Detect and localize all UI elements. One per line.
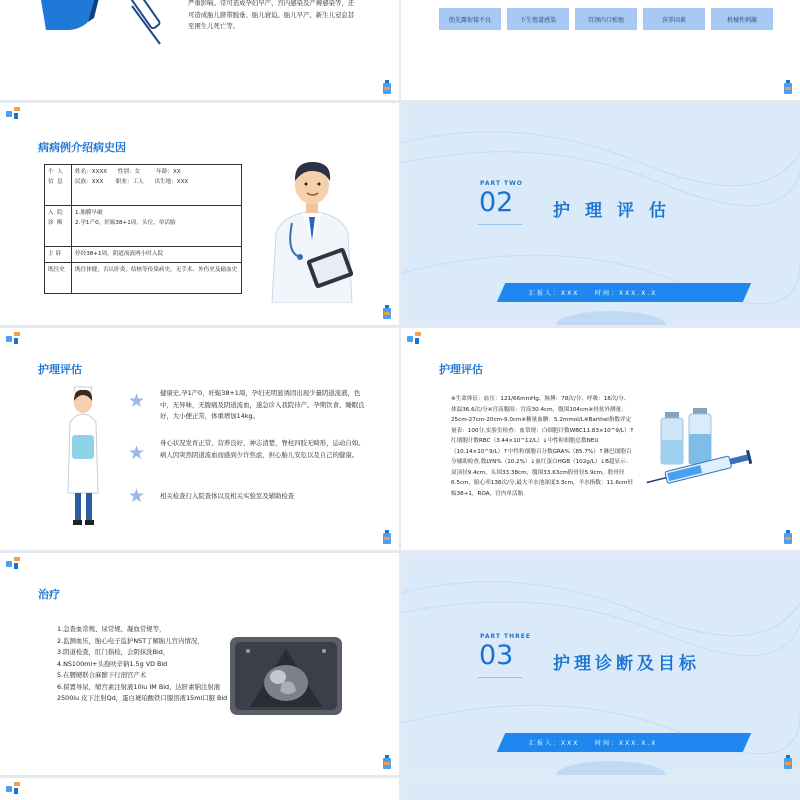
slide-eval-2 <box>401 328 800 550</box>
medicine-bottle-icon <box>383 530 391 544</box>
part-label: PART TWO <box>480 180 523 187</box>
eval-detail-text: ※生命体征：血压：121/66mmHg、脉搏：78次/分、呼吸：18次/分、体温36.6次/分※宫高腹围：宫高30.4cm，腹围104cm※骨盆外测量：25cm-27cm-20cm-9.0cm※糖量血糖：5.2mmol/L※Barthel指数评定量表：100分,实验室检查：血常规：白细胞计数WBC11.83×10^9/L）↑红细胞计数RBC（3.44×10^12/L）↓中性粒细胞总数NEU（10.14×10^9/L）↑中性粒细胞百分数GRA%（85.7%）↑淋巴细胞百分辅助检查,数LYN%（10.2%）↓血红蛋白HGB（102g/L）↓B超显示：双顶径9.4cm，头围33.38cm，腹围33.63cm股骨径5.9cm，股骨径6.5cm，胎心率138次/分,最大羊水池深度3.3cm，羊水指数：11.6cm妊娠38+1，ROA，宫内单活胎 <box>451 396 635 497</box>
medicine-bottle-icon <box>784 530 792 544</box>
medicine-bottle-icon <box>383 80 391 94</box>
star-icon: ★ <box>128 442 146 464</box>
treatment-item: 1.急查血常规、尿常规、凝血常规等， <box>57 625 166 633</box>
medical-logo-icon <box>6 332 20 344</box>
cause-tag-row <box>439 8 773 30</box>
treatment-list <box>57 624 241 705</box>
intro-paragraph: 严重影响。常可造成孕妇早产、宫内感染及产褥感染等，还可造成胎儿脐带脱垂、胎儿窘迫、胎儿早产、新生儿窒息甚至围生儿死亡等。 <box>188 0 355 30</box>
slide-history <box>0 103 399 325</box>
table-cell: 既往体健，否认肝炎、结核等传染病史，无手术、外伤史及输血史 <box>72 263 242 294</box>
slide-title: 护理评估 <box>439 363 483 376</box>
table-label: 既往史 <box>45 263 72 294</box>
cause-tag: 下生殖道感染 <box>507 8 569 30</box>
star-icon: ★ <box>128 390 146 412</box>
medical-logo-icon <box>6 782 20 794</box>
reporter-text: 汇报人：XXX 时间：XXX.X.X <box>529 290 658 297</box>
star-icon: ★ <box>128 485 146 507</box>
medicine-bottle-icon <box>383 305 391 319</box>
part-number: 03 <box>479 640 514 671</box>
doctor-illustration <box>262 153 362 303</box>
table-cell: 姓名：XXXX 性别：女 年龄：XX 民族：XXX 职业：工人 出生地：XXX <box>72 165 242 206</box>
eval-paragraph: 相关检查行入院查体以及相关实验室及辅助检查 <box>160 492 295 500</box>
table-cell: 停经38+1周，阴道流液两小时入院 <box>72 247 242 263</box>
table-cell: 1.胎膜早破 2.孕1产0，妊娠38+1周，头位，单活胎 <box>72 206 242 247</box>
part-title: 护理评估 <box>553 201 681 221</box>
vials-syringe-illustration <box>645 406 765 496</box>
slide-title: 治疗 <box>38 588 60 601</box>
medicine-bottle-icon <box>784 755 792 769</box>
part-number: 02 <box>479 187 514 218</box>
slide-eval-1 <box>0 328 399 550</box>
cause-tag: 营养因素 <box>643 8 705 30</box>
treatment-item: 5.在腰硬联合麻醉下行剖宫产术 <box>57 671 147 679</box>
slide-title: 护理评估 <box>38 363 82 376</box>
medical-logo-icon <box>6 107 20 119</box>
medical-logo-icon <box>407 332 421 344</box>
cause-tag: 胎先露衔接不良 <box>439 8 501 30</box>
slide-part-two <box>401 103 800 325</box>
reporter-text: 汇报人：XXX 时间：XXX.X.X <box>529 740 658 747</box>
reporter-banner <box>497 283 751 302</box>
treatment-item: 2.监测血压，胎心电子监护NST了解胎儿宫内情况， <box>57 636 204 645</box>
divider-line <box>478 677 522 678</box>
treatment-item: 4.NS100ml+头孢呋辛钠1.5g VD Bid <box>57 659 168 668</box>
treatment-item: 3.阴道检查，肛门指检，会阴抹洗Bid， <box>57 648 170 656</box>
medicine-bottle-icon <box>784 80 792 94</box>
patient-info-table <box>44 164 242 294</box>
eval-paragraph: 健康史,孕1产0，妊娠38+1周，孕妇无明显诱因出现少量阴道流液，色中，无异味，无腹痛及阴道流血，遂急诊入我院待产。孕期饮食、睡眠良好，大小便正常，体重增加14kg。 <box>160 389 365 420</box>
eval-paragraph: 身心状况发育正常、营养良好，神志清楚，脊柱四肢无畸形，运动自如。病人因突然阴道流血而感到少许焦虑，担心胎儿安危以及自己的健康。 <box>160 439 365 459</box>
slide-next-partial <box>401 778 800 800</box>
cause-tag: 机械性刺激 <box>711 8 773 30</box>
glove-syringe-illustration <box>40 0 180 50</box>
reporter-banner <box>497 733 751 752</box>
slide-treatment <box>0 553 399 775</box>
medical-logo-icon <box>6 557 20 569</box>
treatment-item: 6.留置导尿，缩宫素注射液10iu IM Bid，达肝素钠注射液2500iu 皮下注射Qd，蛋白琥珀酸铁口服溶液15ml口服 Bid <box>57 682 228 702</box>
cause-tag: 宫颈内口松弛 <box>575 8 637 30</box>
part-label: PART THREE <box>480 633 531 640</box>
part-title: 护理诊断及目标 <box>553 654 700 674</box>
slide-intro <box>0 0 399 100</box>
table-label: 入 院 诊 断 <box>45 206 72 247</box>
slide-part-three <box>401 553 800 775</box>
table-label: 个 人 信 息 <box>45 165 72 206</box>
divider-line <box>478 224 522 225</box>
slide-causes <box>401 0 800 100</box>
medicine-bottle-icon <box>383 755 391 769</box>
nurse-illustration <box>60 383 106 528</box>
ultrasound-image <box>230 637 342 715</box>
slide-title: 病病例介绍病史因 <box>38 141 126 154</box>
slide-next-partial <box>0 778 399 800</box>
table-label: 主 诉 <box>45 247 72 263</box>
